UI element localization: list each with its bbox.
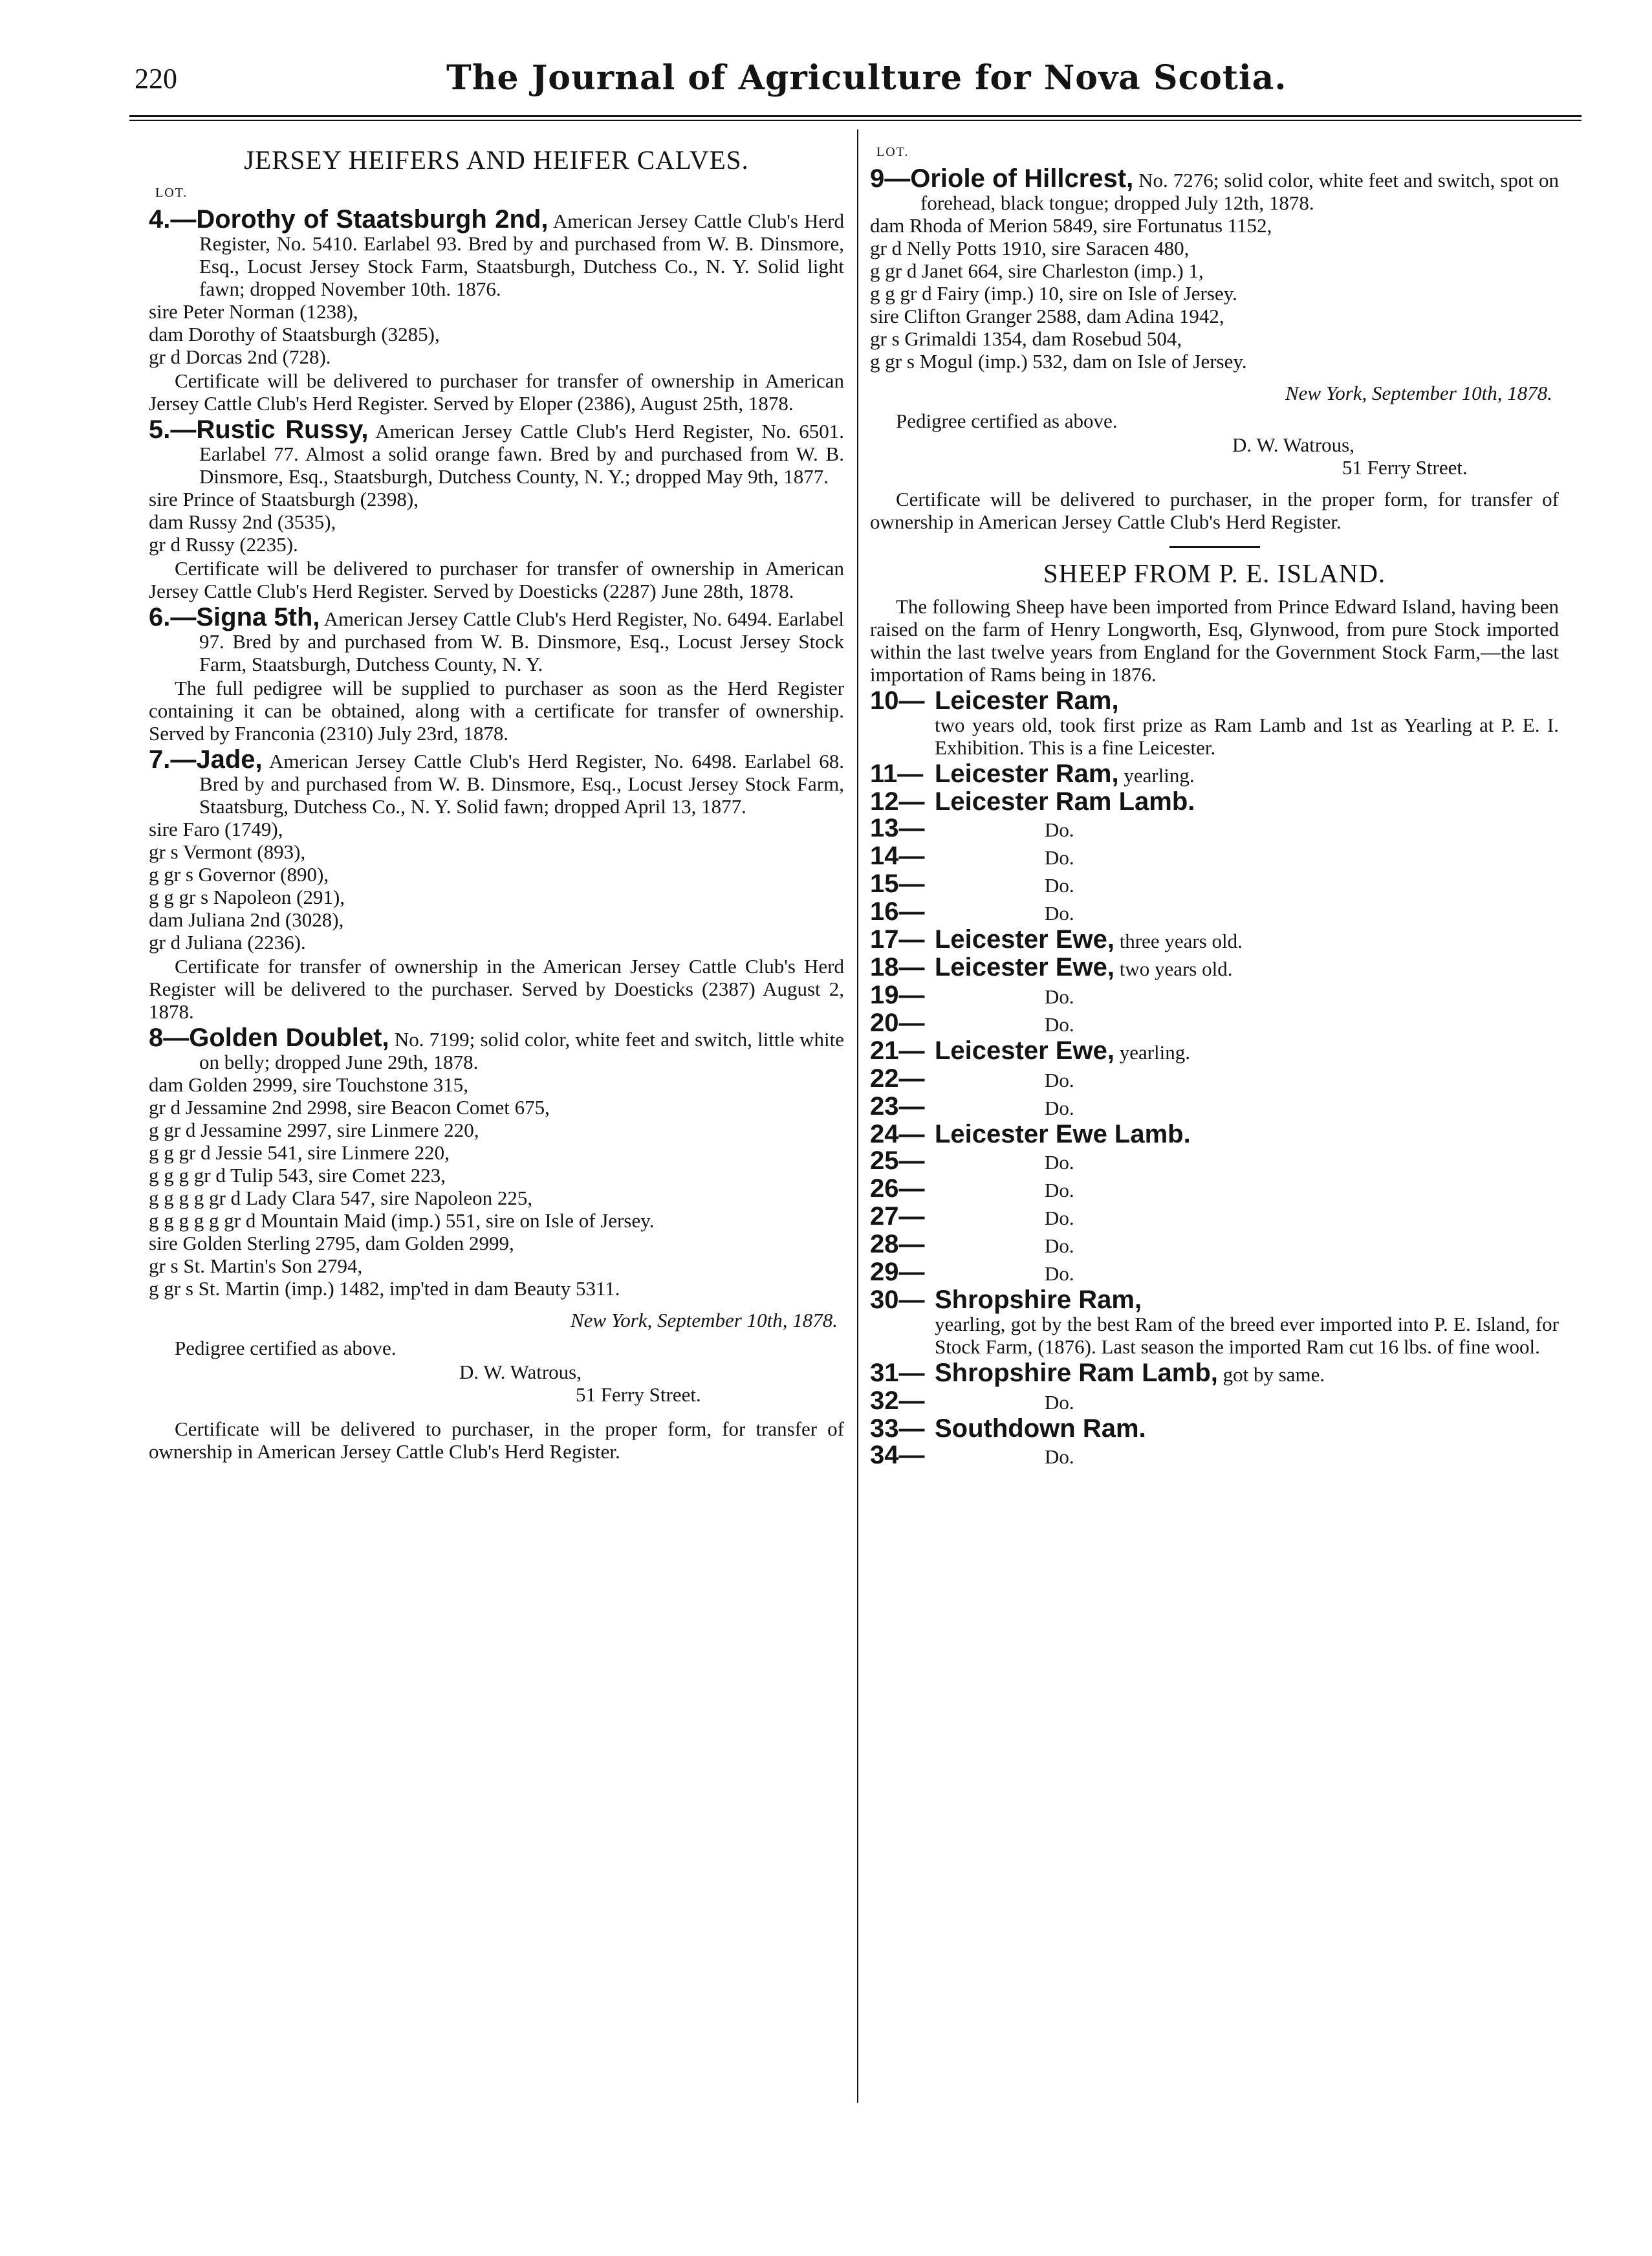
page-number: 220 bbox=[135, 63, 177, 94]
column-divider bbox=[857, 129, 858, 2103]
lot-number: 21— bbox=[870, 1036, 925, 1065]
lot-number: 22— bbox=[870, 1064, 925, 1093]
sheep-lot-23 bbox=[870, 1092, 1559, 1121]
lot-number: 31— bbox=[870, 1359, 925, 1387]
sheep-lot-20 bbox=[870, 1009, 1559, 1037]
lot-number: 19— bbox=[870, 981, 925, 1009]
ditto-mark: Do. bbox=[1045, 1069, 1074, 1091]
signer-address: 51 Ferry Street. bbox=[576, 1383, 701, 1406]
lot-4 bbox=[149, 205, 844, 415]
sheep-description: two years old, took first prize as Ram Lamb and 1st as Yearling at P. E. I. Exhibition. This is a fine Leicester. bbox=[935, 714, 1559, 759]
pedigree-line: g gr s Mogul (imp.) 532, dam on Isle of Jersey. bbox=[870, 350, 1247, 373]
lot-label: LOT. bbox=[155, 186, 188, 200]
lot-number: 12— bbox=[870, 787, 925, 816]
sheep-name: Leicester Ewe, bbox=[935, 1036, 1114, 1065]
ditto-mark: Do. bbox=[1045, 1445, 1074, 1468]
ditto-mark: Do. bbox=[1045, 1391, 1074, 1414]
lot-6-entry bbox=[149, 603, 844, 675]
lot-number: 33— bbox=[870, 1414, 925, 1443]
sheep-name: Leicester Ram Lamb. bbox=[935, 787, 1195, 816]
pedigree-line: gr s St. Martin's Son 2794, bbox=[149, 1254, 363, 1277]
pedigree-line: g g gr d Jessie 541, sire Linmere 220, bbox=[149, 1141, 450, 1164]
certificate-note: The full pedigree will be supplied to purchaser as soon as the Herd Register containing it can be obtained, along with a certificate for transfer of ownership. Served by Franconia (2310) July 23rd, 1878. bbox=[149, 677, 844, 745]
pedigree-line: g g g gr d Tulip 543, sire Comet 223, bbox=[149, 1164, 446, 1187]
header-rule-bottom bbox=[129, 120, 1581, 121]
ditto-mark: Do. bbox=[1045, 1179, 1074, 1201]
lot-7-head: 7.—Jade, bbox=[149, 745, 263, 774]
pedigree-line: sire Prince of Staatsburgh (2398), bbox=[149, 488, 418, 510]
header-rule-top bbox=[129, 115, 1581, 117]
sheep-lot-12 bbox=[870, 787, 1559, 816]
pedigree-line: dam Golden 2999, sire Touchstone 315, bbox=[149, 1073, 469, 1096]
lot-number: 32— bbox=[870, 1386, 925, 1415]
lot-number: 16— bbox=[870, 897, 925, 926]
pedigree-line: g gr d Janet 664, sire Charleston (imp.) 1, bbox=[870, 259, 1204, 282]
sheep-lot-33 bbox=[870, 1414, 1559, 1443]
sheep-name: Southdown Ram. bbox=[935, 1414, 1146, 1443]
pedigree-line: gr s Vermont (893), bbox=[149, 840, 306, 863]
lot-5 bbox=[149, 415, 844, 602]
pedigree-line: sire Peter Norman (1238), bbox=[149, 300, 358, 323]
sheep-name: Shropshire Ram Lamb, bbox=[935, 1359, 1218, 1387]
sheep-intro: The following Sheep have been imported from Prince Edward Island, having been raised on the farm of Henry Longworth, Esq, Glynwood, from pure Stock imported within the last twelve years from England for the Government Stock Farm,—the last importation of Rams being in 1876. bbox=[870, 595, 1559, 686]
lot-number: 30— bbox=[870, 1286, 925, 1314]
sheep-description: two years old. bbox=[1119, 958, 1233, 980]
ditto-mark: Do. bbox=[1045, 874, 1074, 897]
pedigree-line: dam Dorothy of Staatsburgh (3285), bbox=[149, 323, 440, 345]
sheep-lot-18 bbox=[870, 953, 1559, 981]
lot-9-desc: No. 7276; solid color, white feet and switch, spot on forehead, black tongue; dropped July 12th, 1878. bbox=[920, 169, 1560, 214]
pedigree-line: dam Russy 2nd (3535), bbox=[149, 510, 336, 533]
pedigree-line: g gr s Governor (890), bbox=[149, 863, 329, 886]
lot-8 bbox=[149, 1024, 844, 1300]
sheep-description: got by same. bbox=[1223, 1363, 1325, 1386]
lot-8-desc: No. 7199; solid color, white feet and switch, little white on belly; dropped June 29th, 1878. bbox=[199, 1028, 844, 1073]
lot-number: 25— bbox=[870, 1146, 925, 1175]
pedigree-line: g g g g g gr d Mountain Maid (imp.) 551, sire on Isle of Jersey. bbox=[149, 1209, 655, 1232]
pedigree-line: dam Rhoda of Merion 5849, sire Fortunatus 1152, bbox=[870, 214, 1272, 237]
pedigree-line: sire Golden Sterling 2795, dam Golden 2999, bbox=[149, 1232, 514, 1254]
section-title-jersey: JERSEY HEIFERS AND HEIFER CALVES. bbox=[244, 145, 749, 175]
journal-title: The Journal of Agriculture for Nova Scotia. bbox=[446, 58, 1287, 98]
sheep-lot-10 bbox=[870, 686, 1559, 715]
dateline: New York, September 10th, 1878. bbox=[1285, 382, 1552, 404]
pedigree-line: gr d Russy (2235). bbox=[149, 533, 298, 556]
sheep-description: yearling. bbox=[1124, 764, 1195, 787]
section-title-sheep: SHEEP FROM P. E. ISLAND. bbox=[1043, 558, 1386, 588]
pedigree-line: sire Clifton Granger 2588, dam Adina 1942, bbox=[870, 305, 1224, 327]
section-divider bbox=[1169, 546, 1260, 548]
lot-5-entry bbox=[149, 415, 844, 488]
lot-5-head: 5.—Rustic Russy, bbox=[149, 415, 369, 444]
sheep-description: yearling, got by the best Ram of the breed ever imported into P. E. Island, for Stock Farm, (1876). Last season the imported Ram cut 16 lbs. of fine wool. bbox=[935, 1313, 1559, 1358]
sheep-lot-31 bbox=[870, 1359, 1559, 1387]
sheep-lot-11 bbox=[870, 760, 1559, 788]
lot-number: 13— bbox=[870, 814, 925, 842]
lot-number: 34— bbox=[870, 1441, 925, 1469]
lot-4-entry bbox=[149, 205, 844, 300]
pedigree-line: dam Juliana 2nd (3028), bbox=[149, 908, 344, 931]
lot-number: 24— bbox=[870, 1120, 925, 1148]
lot-8-entry bbox=[149, 1024, 844, 1073]
lot-5-desc: American Jersey Cattle Club's Herd Register, No. 6501. Earlabel 77. Almost a solid orange fawn. Bred by and purchased from W. B. Dinsmore, Esq., Staatsburgh, Dutchess County, N. Y.; dropped May 9th, 1877. bbox=[199, 420, 844, 488]
dateline: New York, September 10th, 1878. bbox=[570, 1309, 838, 1331]
lot-number: 11— bbox=[870, 760, 924, 788]
ditto-mark: Do. bbox=[1045, 1207, 1074, 1229]
ditto-mark: Do. bbox=[1045, 1097, 1074, 1119]
sheep-lot-28 bbox=[870, 1230, 1559, 1258]
sheep-lot-22 bbox=[870, 1064, 1559, 1093]
lot-number: 18— bbox=[870, 953, 925, 981]
pedigree-line: gr d Dorcas 2nd (728). bbox=[149, 345, 331, 368]
signer-name: D. W. Watrous, bbox=[1232, 433, 1354, 456]
lot-4-desc: American Jersey Cattle Club's Herd Register, No. 5410. Earlabel 93. Bred by and purchased from W. B. Dinsmore, Esq., Locust Jersey Stock Farm, Staatsburgh, Dutchess Co., N. Y. Solid light fawn; dropped November 10th. 1876. bbox=[199, 210, 844, 300]
sheep-lot-32 bbox=[870, 1386, 1559, 1415]
sheep-name: Leicester Ram, bbox=[935, 686, 1119, 715]
signature-block bbox=[870, 433, 1559, 479]
ditto-mark: Do. bbox=[1045, 1234, 1074, 1257]
left-column bbox=[149, 141, 844, 1464]
lot-number: 15— bbox=[870, 870, 925, 898]
pedigree-line: g gr s St. Martin (imp.) 1482, imp'ted in dam Beauty 5311. bbox=[149, 1277, 620, 1300]
lot-4-head: 4.—Dorothy of Staatsburgh 2nd, bbox=[149, 205, 549, 234]
sheep-name: Leicester Ewe Lamb. bbox=[935, 1120, 1191, 1148]
lot-9-entry bbox=[870, 164, 1560, 214]
signer-name: D. W. Watrous, bbox=[459, 1361, 581, 1383]
certificate-note: Certificate will be delivered to purchaser for transfer of ownership in American Jersey Cattle Club's Herd Register. Served by Doesticks (2287) June 28th, 1878. bbox=[149, 557, 844, 602]
sheep-lot-25 bbox=[870, 1146, 1559, 1175]
pedigree-line: gr d Jessamine 2nd 2998, sire Beacon Comet 675, bbox=[149, 1096, 550, 1119]
ditto-mark: Do. bbox=[1045, 985, 1074, 1008]
certificate-note: Certificate for transfer of ownership in the American Jersey Cattle Club's Herd Register will be delivered to the purchaser. Served by Doesticks (2387) August 2, 1878. bbox=[149, 955, 844, 1023]
sheep-lot-13 bbox=[870, 814, 1559, 842]
sheep-lot-17 bbox=[870, 925, 1559, 954]
pedigree-line: gr d Nelly Potts 1910, sire Saracen 480, bbox=[870, 237, 1190, 259]
sheep-lot-21 bbox=[870, 1036, 1559, 1065]
sheep-description: yearling. bbox=[1119, 1041, 1191, 1064]
signature-block bbox=[149, 1361, 844, 1406]
lot-7-entry bbox=[149, 745, 844, 818]
pedigree-line: gr d Juliana (2236). bbox=[149, 931, 306, 954]
pedigree-line: g gr d Jessamine 2997, sire Linmere 220, bbox=[149, 1119, 479, 1141]
pedigree-line: g g gr d Fairy (imp.) 10, sire on Isle of Jersey. bbox=[870, 282, 1237, 305]
lot-number: 10— bbox=[870, 686, 925, 715]
ditto-mark: Do. bbox=[1045, 902, 1074, 925]
sheep-lot-29 bbox=[870, 1258, 1559, 1286]
lot-6 bbox=[149, 603, 844, 745]
lot-number: 23— bbox=[870, 1092, 925, 1121]
pedigree-line: sire Faro (1749), bbox=[149, 818, 283, 840]
lot-7-desc: American Jersey Cattle Club's Herd Register, No. 6498. Earlabel 68. Bred by and purchased from W. B. Dinsmore, Esq., Locust Jersey Stock Farm, Staatsburg, Dutchess Co., N. Y. Solid fawn; dropped April 13, 1877. bbox=[199, 750, 844, 818]
ditto-mark: Do. bbox=[1045, 846, 1074, 869]
certificate-note: Certificate will be delivered to purchaser for transfer of ownership in American Jersey Cattle Club's Herd Register. Served by Eloper (2386), August 25th, 1878. bbox=[149, 369, 844, 415]
ditto-mark: Do. bbox=[1045, 1262, 1074, 1285]
sheep-lot-24 bbox=[870, 1120, 1559, 1148]
sheep-lot-30 bbox=[870, 1286, 1559, 1314]
sheep-lot-15 bbox=[870, 870, 1559, 898]
signer-address: 51 Ferry Street. bbox=[1342, 456, 1468, 479]
lot-number: 17— bbox=[870, 925, 925, 954]
final-certificate-note: Certificate will be delivered to purchaser, in the proper form, for transfer of ownership in American Jersey Cattle Club's Herd Register. bbox=[870, 488, 1559, 533]
sheep-lot-27 bbox=[870, 1202, 1559, 1231]
pedigree-line: g g g g gr d Lady Clara 547, sire Napoleon 225, bbox=[149, 1187, 533, 1209]
lot-6-head: 6.—Signa 5th, bbox=[149, 603, 320, 631]
ditto-mark: Do. bbox=[1045, 818, 1074, 841]
lot-label: LOT. bbox=[876, 145, 909, 159]
lot-number: 14— bbox=[870, 842, 925, 870]
pedigree-line: g g gr s Napoleon (291), bbox=[149, 886, 345, 908]
pedigree-certified: Pedigree certified as above. bbox=[175, 1337, 397, 1359]
sheep-lot-19 bbox=[870, 981, 1559, 1009]
sheep-lot-26 bbox=[870, 1174, 1559, 1203]
lot-9-head: 9—Oriole of Hillcrest, bbox=[870, 164, 1134, 193]
final-certificate-note: Certificate will be delivered to purchaser, in the proper form, for transfer of ownership in American Jersey Cattle Club's Herd Register. bbox=[149, 1418, 844, 1463]
lot-number: 27— bbox=[870, 1202, 925, 1231]
lot-8-head: 8—Golden Doublet, bbox=[149, 1024, 389, 1052]
lot-6-desc: American Jersey Cattle Club's Herd Register, No. 6494. Earlabel 97. Bred by and purchased from W. B. Dinsmore, Esq., Locust Jersey Stock Farm, Staatsburgh, Dutchess County, N. Y. bbox=[199, 608, 844, 675]
lot-number: 26— bbox=[870, 1174, 925, 1203]
pedigree-line: gr s Grimaldi 1354, dam Rosebud 504, bbox=[870, 327, 1182, 350]
ditto-mark: Do. bbox=[1045, 1151, 1074, 1174]
sheep-lot-14 bbox=[870, 842, 1559, 870]
sheep-lot-34 bbox=[870, 1441, 1559, 1469]
lot-7 bbox=[149, 745, 844, 1023]
sheep-name: Shropshire Ram, bbox=[935, 1286, 1142, 1314]
lot-number: 29— bbox=[870, 1258, 925, 1286]
lot-number: 28— bbox=[870, 1230, 925, 1258]
sheep-lot-16 bbox=[870, 897, 1559, 926]
ditto-mark: Do. bbox=[1045, 1013, 1074, 1036]
sheep-name: Leicester Ewe, bbox=[935, 925, 1114, 954]
lot-9 bbox=[870, 164, 1560, 373]
sheep-description: three years old. bbox=[1119, 930, 1243, 952]
right-column bbox=[870, 141, 1559, 1472]
lot-number: 20— bbox=[870, 1009, 925, 1037]
sheep-name: Leicester Ram, bbox=[935, 760, 1119, 788]
sheep-name: Leicester Ewe, bbox=[935, 953, 1114, 981]
pedigree-certified: Pedigree certified as above. bbox=[896, 410, 1118, 432]
